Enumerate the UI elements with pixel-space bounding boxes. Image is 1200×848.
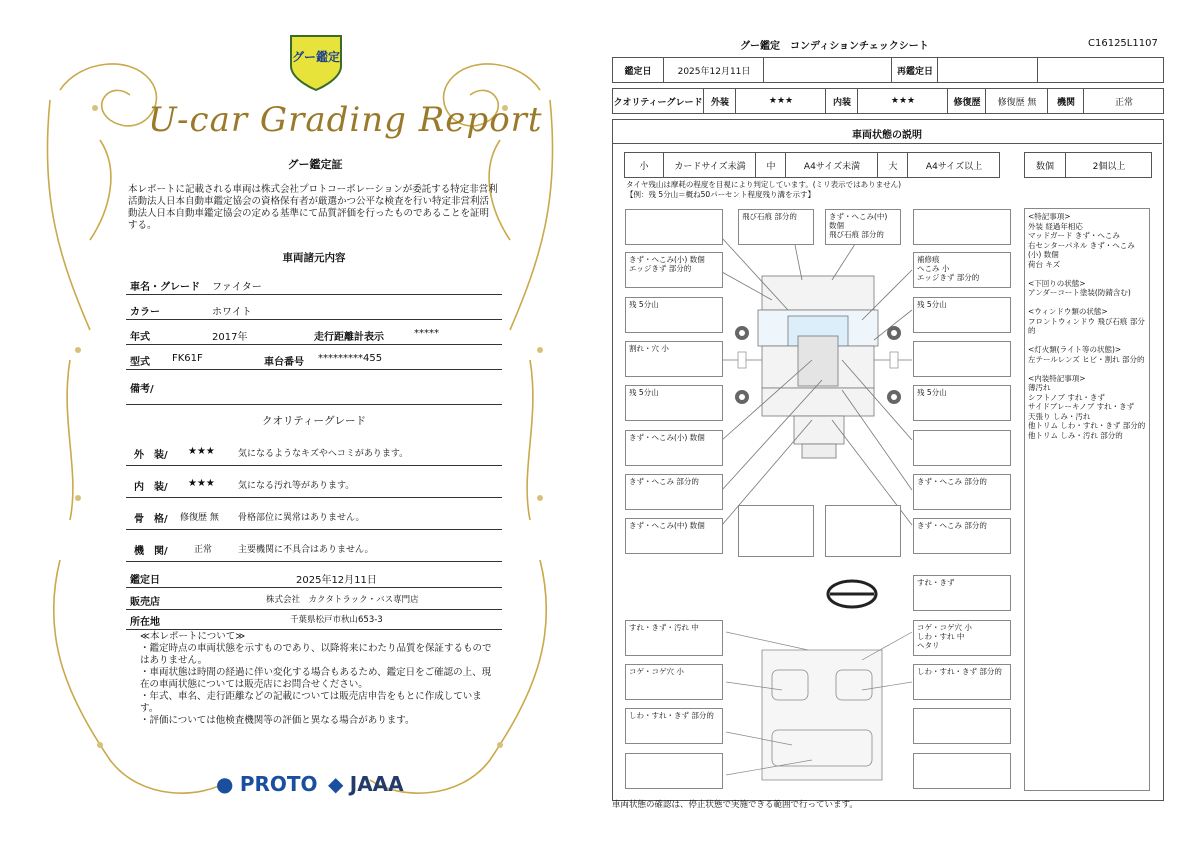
model-value: FK61F bbox=[172, 353, 203, 364]
exterior-label: 外 装/ bbox=[134, 450, 168, 461]
damage-box-top-1: 飛び石痕 部分的 bbox=[738, 209, 814, 245]
damage-box-top-2: きず・へこみ(中) 数個 飛び石痕 部分的 bbox=[825, 209, 901, 245]
engine-label: 機 関/ bbox=[134, 546, 168, 557]
spec-row-name bbox=[126, 272, 502, 295]
damage-box-left-7: きず・へこみ 部分的 bbox=[625, 474, 723, 510]
interior-box-right-1: すれ・きず bbox=[913, 575, 1011, 611]
tire-note-1: タイヤ残山は摩耗の程度を目視により判定しています。(ミリ表示ではありません) bbox=[626, 180, 902, 189]
interior-label: 内 装/ bbox=[134, 482, 168, 493]
damage-box-right-2: 補修痕 へこみ 小 エッジきず 部分的 bbox=[913, 252, 1011, 288]
jaaa-logo-text: JAAA bbox=[349, 772, 404, 796]
damage-box-left-8: きず・へこみ(中) 数個 bbox=[625, 518, 723, 554]
frame-label: 骨 格/ bbox=[134, 514, 168, 525]
dealer-label: 販売店 bbox=[130, 597, 160, 608]
proto-logo-text: PROTO bbox=[239, 772, 318, 796]
badge-label: グー鑑定 bbox=[291, 50, 340, 64]
model-label: 型式 bbox=[130, 357, 150, 368]
note-item: ・鑑定時点の車両状態を示すものであり、以降将来にわたり品質を保証するものではありません。 bbox=[140, 643, 492, 666]
notes-title: ≪本レポートについて≫ bbox=[140, 631, 246, 642]
sheet-code: C16125L1107 bbox=[1088, 38, 1158, 49]
damage-box-left-4: 割れ・穴 小 bbox=[625, 341, 723, 377]
date-label: 鑑定日 bbox=[624, 66, 652, 77]
interior-box-left-2: コゲ・コゲ穴 小 bbox=[625, 664, 723, 700]
note-item: ・年式、車名、走行距離などの記載については販売店申告をもとに作成しています。 bbox=[140, 691, 482, 714]
redate-blank bbox=[1037, 58, 1164, 82]
damage-box-right-8: きず・へこみ 部分的 bbox=[913, 518, 1011, 554]
frame-text: 骨格部位に異常はありません。 bbox=[238, 513, 365, 523]
redate-value bbox=[937, 58, 1038, 82]
mileage-label: 走行距離計表示 bbox=[314, 332, 384, 343]
chassis-label: 車台番号 bbox=[264, 357, 304, 368]
spec-row-model bbox=[126, 347, 502, 370]
date-value: 2025年12月11日 bbox=[663, 58, 764, 82]
engine-grade: 正常 bbox=[194, 545, 213, 555]
quality-row-engine bbox=[126, 533, 502, 562]
underbody-box-1 bbox=[738, 505, 814, 557]
legend-small-desc: カードサイズ未満 bbox=[663, 153, 756, 177]
damage-box-left-3: 残 5分山 bbox=[625, 297, 723, 333]
date-header-row bbox=[612, 57, 1164, 83]
sheet-title: グー鑑定 コンディションチェックシート bbox=[740, 41, 929, 52]
state-title: 車両状態の説明 bbox=[852, 130, 922, 141]
ext-label: 外装 bbox=[703, 89, 736, 113]
legend-small: 小 bbox=[639, 161, 649, 172]
steering-wheel-icon bbox=[828, 581, 876, 607]
damage-box-right-7: きず・へこみ 部分的 bbox=[913, 474, 1011, 510]
mileage-value: ***** bbox=[414, 328, 439, 339]
damage-box-right-5: 残 5分山 bbox=[913, 385, 1011, 421]
exterior-grade: ★★★ bbox=[188, 446, 215, 457]
legend-large: 大 bbox=[877, 153, 908, 177]
color-label: カラー bbox=[130, 307, 160, 318]
interior-box-right-3: しわ・すれ・きず 部分的 bbox=[913, 664, 1011, 700]
damage-box-left-1 bbox=[625, 209, 723, 245]
count-label: 数個 bbox=[1035, 161, 1054, 172]
chassis-value: *********455 bbox=[318, 353, 383, 364]
ext-value: ★★★ bbox=[735, 89, 826, 113]
legend-medium: 中 bbox=[755, 153, 786, 177]
color-value: ホワイト bbox=[212, 307, 252, 318]
frame-grade: 修復歴 無 bbox=[180, 513, 219, 523]
legend-row bbox=[624, 152, 1000, 178]
certificate-title: グー鑑定証 bbox=[287, 158, 343, 171]
proto-logo bbox=[216, 772, 318, 796]
date-value: 2025年12月11日 bbox=[296, 575, 377, 586]
interior-box-left-3: しわ・すれ・きず 部分的 bbox=[625, 708, 723, 744]
grade-header-row bbox=[612, 88, 1164, 114]
exterior-text: 気になるようなキズやヘコミがあります。 bbox=[238, 449, 409, 459]
dealer-value: 株式会社 カクタトラック・バス専門店 bbox=[266, 595, 419, 605]
damage-box-right-1 bbox=[913, 209, 1011, 245]
damage-box-left-2: きず・へこみ(小) 数個 エッジきず 部分的 bbox=[625, 252, 723, 288]
damage-box-right-6 bbox=[913, 430, 1011, 466]
address-label: 所在地 bbox=[130, 617, 160, 628]
engine-text: 主要機関に不具合はありません。 bbox=[238, 545, 374, 555]
jaaa-logo bbox=[328, 772, 404, 796]
goo-kantei-badge bbox=[285, 32, 347, 92]
redate-label: 再鑑定日 bbox=[891, 58, 938, 82]
special-notes: <特記事項> 外装 経過年相応 マッドガード きず・へこみ 右センターパネル きず・へこみ(小) 数個 荷台 キズ <下回りの状態> アンダーコート塗装(防錆含む) <ウィンドウ類の状態> フロントウィンドウ 飛び石痕 部分的 <灯火類(ライト等の状態)> 左テールレンズ ヒビ・割れ 部分的 <内装特記事項> 薄汚れ シフトノブ すれ・きず サイドブレーキノブ すれ・きず 天張り しみ・汚れ 他トリム しわ・すれ・きず 部分的 他トリム しみ・汚れ 部分的 bbox=[1024, 208, 1150, 791]
certificate-body: 本レポートに記載される車両は株式会社プロトコーポレーションが委託する特定非営利活動法人日本自動車鑑定協会の資格保有者が厳選かつ公平な検査を行い特定非営利活動法人日本自動車鑑定協会の定める基準にて品質評価を行ったものであることを証明する。 bbox=[128, 184, 498, 231]
engine-label: 機関 bbox=[1047, 89, 1084, 113]
int-value: ★★★ bbox=[857, 89, 948, 113]
count-legend bbox=[1024, 152, 1152, 178]
legend-large-desc: A4サイズ以上 bbox=[907, 153, 1000, 177]
quality-row-frame bbox=[126, 501, 502, 530]
spec-row-year bbox=[126, 322, 502, 345]
quality-row-exterior bbox=[126, 437, 502, 466]
tire-note-2: 【例：残 5分山＝概ね50パーセント程度残り溝を示す】 bbox=[626, 190, 816, 199]
legend-medium-desc: A4サイズ未満 bbox=[785, 153, 878, 177]
address-value: 千葉県松戸市秋山653-3 bbox=[290, 615, 383, 625]
date-label: 鑑定日 bbox=[130, 575, 160, 586]
jaaa-mark-icon: ◆ bbox=[328, 772, 344, 796]
address-row bbox=[126, 607, 502, 630]
damage-box-right-4 bbox=[913, 341, 1011, 377]
count-value: 2個以上 bbox=[1065, 153, 1152, 177]
damage-box-right-3: 残 5分山 bbox=[913, 297, 1011, 333]
proto-mark-icon: ● bbox=[216, 772, 234, 796]
interior-box-left-1: すれ・きず・汚れ 中 bbox=[625, 620, 723, 656]
int-label: 内装 bbox=[825, 89, 858, 113]
footer-note: 車両状態の確認は、停止状態で実施できる範囲で行っています。 bbox=[612, 800, 858, 810]
underbody-box-2 bbox=[825, 505, 901, 557]
note-item: ・車両状態は時間の経過に伴い変化する場合もあるため、鑑定日をご確認の上、現在の車両状態については販売店にお問合せください。 bbox=[140, 667, 492, 690]
date-row bbox=[126, 565, 502, 588]
spec-row-color bbox=[126, 297, 502, 320]
quality-row-interior bbox=[126, 469, 502, 498]
interior-box-right-2: コゲ・コゲ穴 小 しわ・すれ 中 ヘタリ bbox=[913, 620, 1011, 656]
interior-box-left-4 bbox=[625, 753, 723, 789]
grade-label: クオリティーグレード bbox=[613, 97, 703, 108]
spec-row-remarks bbox=[126, 372, 502, 405]
engine-value: 正常 bbox=[1083, 89, 1164, 113]
year-label: 年式 bbox=[130, 332, 150, 343]
interior-grade: ★★★ bbox=[188, 478, 215, 489]
quality-section-title: クオリティーグレード bbox=[262, 415, 366, 427]
note-item: ・評価については他検査機関等の評価と異なる場合があります。 bbox=[140, 715, 415, 726]
report-script-title: U-car Grading Report bbox=[148, 100, 543, 140]
name-value: ファイター bbox=[212, 282, 262, 293]
report-notes bbox=[140, 631, 500, 727]
repair-label: 修復歴 bbox=[947, 89, 986, 113]
state-divider bbox=[612, 143, 1162, 144]
name-label: 車名・グレード bbox=[130, 282, 200, 293]
remarks-label: 備考/ bbox=[130, 384, 154, 395]
damage-box-left-5: 残 5分山 bbox=[625, 385, 723, 421]
interior-box-right-5 bbox=[913, 753, 1011, 789]
date-blank bbox=[763, 58, 892, 82]
year-value: 2017年 bbox=[212, 332, 248, 343]
repair-value: 修復歴 無 bbox=[985, 89, 1048, 113]
interior-box-right-4 bbox=[913, 708, 1011, 744]
spec-section-title: 車両諸元内容 bbox=[282, 252, 346, 264]
interior-text: 気になる汚れ等があります。 bbox=[238, 481, 355, 491]
damage-box-left-6: きず・へこみ(小) 数個 bbox=[625, 430, 723, 466]
